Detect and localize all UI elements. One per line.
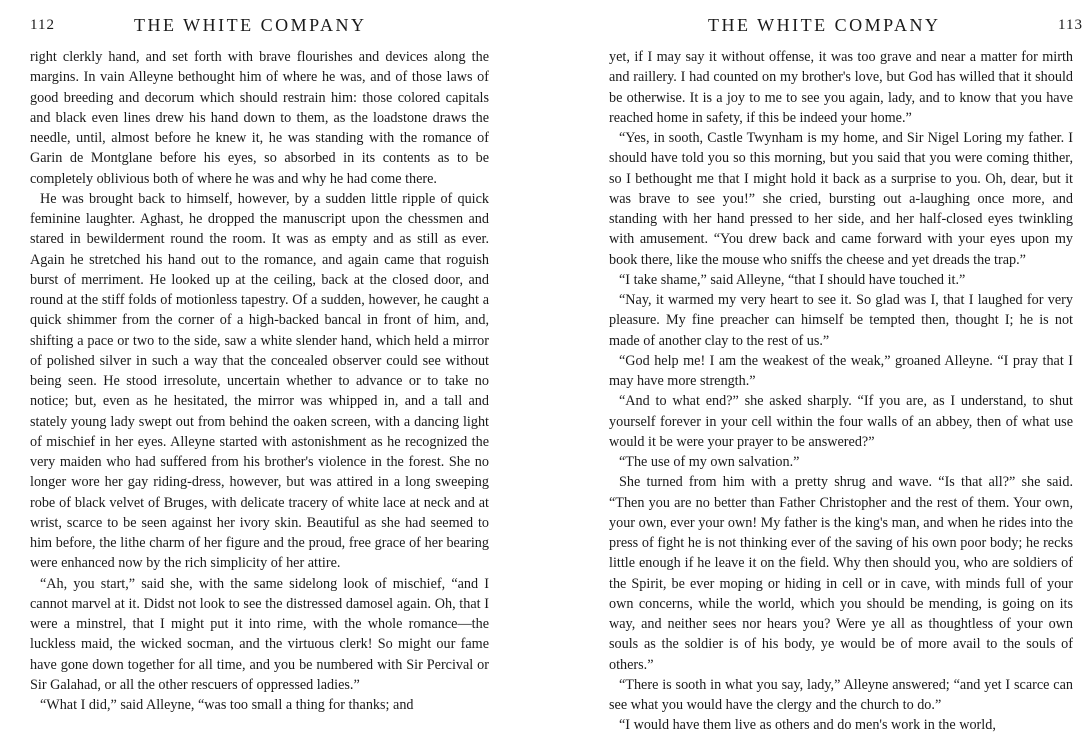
paragraph: “There is sooth in what you say, lady,” Alleyne answered; “and yet I scarce can see what you would have the clergy and the church to do.” [609,676,1073,713]
paragraph: “Yes, in sooth, Castle Twynham is my home, and Sir Nigel Loring my father. I should have told you so this morning, but you said that you were coming thither, so I bethought me that I might hold it back as a surprise to you. Oh, dear, but it was brave to see you!” she cried, bursting out a-laughing once more, and standing with her hand pressed to her side, and her half-closed eyes twinkling with amusement. “You drew back and came forward with your eyes upon my book there, like the mouse who sniffs the cheese and yet dreads the trap.” [609,130,1073,268]
running-title: THE WHITE COMPANY [708,15,941,35]
right-page-header [548,15,1083,39]
left-page [0,0,530,731]
page-number: 113 [1058,17,1083,33]
left-page-body [30,47,489,715]
paragraph: She turned from him with a pretty shrug and wave. “Is that all?” she said. “Then you are no better than Father Christopher and the rest of them. Your own, your own, ever your own! My father is the king's man, and when he rides into the press of fight he is not thinking ever of the saving of his own poor body; he recks little enough if he leave it on the field. Why then should you, who are soldiers of the Spirit, be ever moping or hiding in cell or in cave, with minds full of your own concerns, while the world, which you should be mending, is going on its way, and neither sees nor hears you? Were ye all as thoughtless of your own souls as the soldier is of his body, ye would be of more avail to the souls of others.” [609,474,1073,673]
paragraph: “The use of my own salvation.” [619,454,800,470]
paragraph: right clerkly hand, and set forth with brave flourishes and devices along the margins. In vain Alleyne bethought him of where he was, and of those laws of good breeding and decorum which should restrain him: those colored capitals and black even lines drew his hand down to them, as the loadstone draws the needle, until, almost before he knew it, he was standing with the romance of Garin de Montglane before his eyes, so absorbed in its contents as to be completely oblivious both of where he was and why he had come there. [30,49,489,187]
paragraph: “I take shame,” said Alleyne, “that I should have touched it.” [619,271,966,288]
paragraph: “I would have them live as others and do men's work in the world, [619,717,996,734]
paragraph: “Nay, it warmed my very heart to see it. So glad was I, that I laughed for very pleasure. My fine preacher can himself be tempted then, thought I; he is not made of another clay to the rest of us.” [609,292,1073,349]
paragraph: “Ah, you start,” said she, with the same sidelong look of mischief, “and I cannot marvel at it. Didst not look to see the distressed damosel again. Oh, that I were a minstrel, that I might put it into rime, with the whole romance—the luckless maid, the wicked socman, and the virtuous clerk! So might our fame have gone down together for all time, and you be numbered with Sir Percival or Sir Galahad, or all the other rescuers of oppressed ladies.” [30,575,489,693]
paragraph: yet, if I may say it without offense, it was too grave and near a matter for mirth and raillery. I had counted on my brother's love, but God has willed that it should be otherwise. It is a joy to me to see you again, lady, and to know that you have reached home in safety, if this be indeed your home.” [609,49,1073,126]
right-page [548,0,1091,734]
left-page-header [30,15,530,39]
paragraph: “God help me! I am the weakest of the weak,” groaned Alleyne. “I pray that I may have more strength.” [609,352,1073,389]
paragraph: He was brought back to himself, however, by a sudden little ripple of quick feminine laughter. Aghast, he dropped the manuscript upon the chessmen and stared in bewilderment round the room. It was as empty and as still as ever. Again he stretched his hand out to the romance, and again came that roguish burst of merriment. He looked up at the ceiling, back at the closed door, and round at the stiff folds of motionless tapestry. Of a sudden, however, he caught a quick shimmer from the corner of a high-backed bancal in front of him, and, shifting a pace or two to the side, saw a white slender hand, which held a mirror of polished silver in such a way that the concealed observer could see without being seen. He stood irresolute, uncertain whether to advance or to take no notice; but, even as he hesitated, the mirror was whipped in, and a tall and stately young lady swept out from behind the oaken screen, with a dancing light of mischief in her eyes. Alleyne started with astonishment as he recognized the very maiden who had suffered from his brother's violence in the forest. She no longer wore her gay riding-dress, however, but was attired in a long sweeping robe of black velvet of Bruges, with delicate tracery of white lace at neck and at wrist, scarce to be seen against her ivory skin. Beautiful as she had seemed to him before, the lithe charm of her figure and the proud, free grace of her bearing were enhanced now by the rich simplicity of her attire. [30,190,489,572]
page-number: 112 [30,17,55,33]
paragraph: “What I did,” said Alleyne, “was too small a thing for thanks; and [40,697,414,713]
paragraph: “And to what end?” she asked sharply. “If you are, as I understand, to shut yourself forever in your cell within the four walls of an abbey, then of what use would it be were your prayer to be answered?” [609,393,1073,450]
right-page-body [609,47,1073,736]
running-title: THE WHITE COMPANY [134,15,367,35]
